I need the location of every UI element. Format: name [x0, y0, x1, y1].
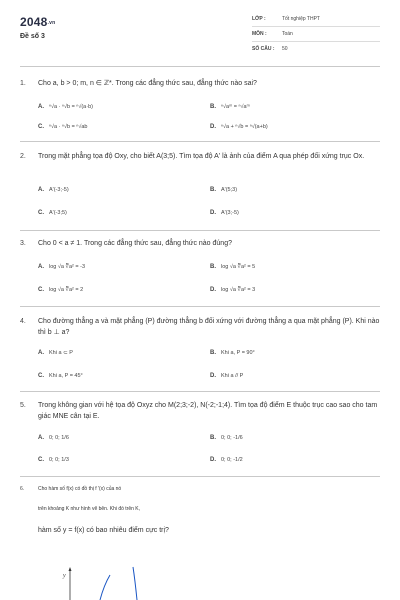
- question-stem: Trong không gian với hệ tọa độ Oxyz cho M(2;3;-2), N(-2;-1;4). Tìm tọa độ điểm E thuộc trục cao sao cho tam giác MNE cân tại E.: [38, 402, 378, 420]
- question-number: 6.: [20, 486, 25, 492]
- meta-divider: [252, 41, 380, 42]
- option-d[interactable]: D. ⁿ√a + ⁿ√b = ⁿ√(a+b): [210, 124, 268, 130]
- question-number: 5.: [20, 402, 26, 409]
- question-3: [20, 238, 380, 249]
- question-stem: Trong mặt phẳng tọa độ Oxy, cho biết A(3;5). Tìm tọa độ A' là ảnh của điểm A qua phép đối xứng trục Ox.: [38, 153, 365, 160]
- option-b[interactable]: B. log √a ∛a² = 5: [210, 264, 256, 270]
- option-c[interactable]: C. ⁿ√a · ⁿ√b = ⁿ√ab: [38, 124, 88, 130]
- question-stem: Cho a, b > 0; m, n ∈ ℤ*. Trong các đẳng thức sau, đẳng thức nào sai?: [38, 80, 257, 87]
- question-number: 1.: [20, 80, 26, 87]
- option-a[interactable]: A. 0; 0; 1/6: [38, 435, 69, 441]
- question-6-line-2: trên khoảng K như hình vẽ bên. Khi đó trên K,: [38, 506, 141, 512]
- option-a[interactable]: A. ⁿ√a · ⁿ√b = ⁿ√(a·b): [38, 104, 93, 110]
- exam-header: [0, 0, 400, 64]
- site-logo[interactable]: 2048.vn: [20, 15, 56, 29]
- option-d[interactable]: D. log √a ∛a² = 3: [210, 287, 256, 293]
- question-stem: Cho 0 < a ≠ 1. Trong các đẳng thức sau, đẳng thức nào đúng?: [38, 240, 232, 247]
- y-axis-label: y: [63, 573, 66, 579]
- question-divider: [20, 476, 380, 477]
- question-number: 2.: [20, 153, 26, 160]
- header-divider: [20, 66, 380, 67]
- option-d[interactable]: D. 0; 0; -1/2: [210, 457, 243, 463]
- question-divider: [20, 306, 380, 307]
- question-divider: [20, 391, 380, 392]
- option-b[interactable]: B. 0; 0; -1/6: [210, 435, 243, 441]
- graph-curve-left: [100, 575, 110, 600]
- option-d[interactable]: D. Khi a // P: [210, 373, 244, 379]
- option-d[interactable]: D. A'(3;-5): [210, 210, 239, 216]
- option-a[interactable]: A. A'(-3;-5): [38, 187, 69, 193]
- question-6-line-3: hàm số y = f(x) có bao nhiêu điểm cực trị?: [38, 527, 169, 534]
- option-c[interactable]: C. Khi a, P = 45°: [38, 373, 83, 379]
- option-c[interactable]: C. 0; 0; 1/3: [38, 457, 69, 463]
- option-b[interactable]: B. Khi a, P = 90°: [210, 350, 255, 356]
- question-6: [20, 485, 380, 494]
- option-a[interactable]: A. log √a ∛a² = -3: [38, 264, 86, 270]
- y-axis-arrow: [69, 567, 72, 571]
- question-divider: [20, 141, 380, 142]
- option-a[interactable]: A. Khi a ⊂ P: [38, 350, 73, 356]
- question-number: 4.: [20, 318, 26, 325]
- question-divider: [20, 230, 380, 231]
- question-4: [20, 316, 380, 338]
- class-meta: LỚP : Tốt nghiệp THPT: [252, 16, 320, 22]
- option-c[interactable]: C. A'(-3;5): [38, 210, 67, 216]
- option-c[interactable]: C. log √a ∛a² = 2: [38, 287, 84, 293]
- question-2: [20, 151, 380, 162]
- option-b[interactable]: B. ⁿ√aᵐ = ⁿ√aᵐ: [210, 104, 250, 110]
- option-b[interactable]: B. A'(5;3): [210, 187, 238, 193]
- logo-suffix: .vn: [47, 19, 56, 26]
- graph-curve-right: [133, 567, 137, 600]
- count-meta: SỐ CÂU : 50: [252, 46, 288, 52]
- question-1: [20, 78, 380, 89]
- question-number: 3.: [20, 240, 26, 247]
- exam-title: Đề số 3: [20, 33, 45, 40]
- derivative-graph: [40, 565, 200, 600]
- question-5: [20, 400, 380, 422]
- meta-divider: [252, 26, 380, 27]
- question-stem: Cho đường thẳng a và mặt phẳng (P) đường thẳng b đối xứng với đường thẳng a qua mặt phẳng (P). Khi nào thì b ⊥ a?: [38, 318, 380, 336]
- question-stem-line-1: Cho hàm số f(x) có đồ thị f '(x) của nó: [38, 486, 122, 492]
- subject-meta: MÔN : Toán: [252, 31, 293, 37]
